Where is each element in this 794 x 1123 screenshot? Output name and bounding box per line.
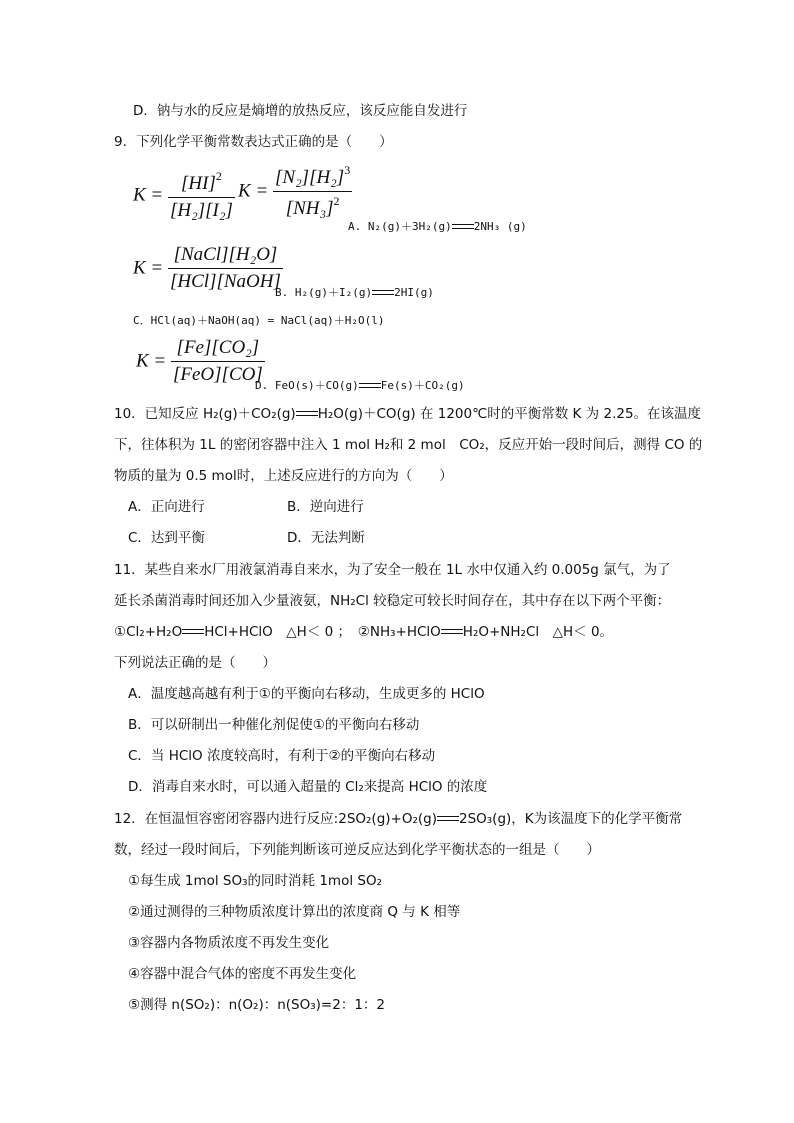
products: 2NH₃ (g)	[473, 220, 527, 233]
q11-line-2: 延长杀菌消毒时间还加入少量液氨，NH₂Cl 较稳定可较长时间存在，其中存在以下两个平衡：	[114, 593, 671, 609]
q11-equilibria	[114, 622, 613, 642]
q9-formula-d	[136, 337, 265, 386]
fraction	[171, 337, 265, 386]
denominator: [FeO][CO]	[173, 364, 263, 385]
q10-line-3: 物质的量为 0.5 mol时，上述反应进行的方向为（ ）	[114, 468, 453, 484]
q12-item-4: ④容器中混合气体的密度不再发生变化	[128, 966, 357, 982]
q9-formula-a1	[133, 169, 235, 222]
equilibrium-arrow-icon	[452, 223, 474, 231]
q10-option-b: B．逆向进行	[287, 499, 364, 515]
q11-option-c: C．当 HClO 浓度较高时，有利于②的平衡向右移动	[128, 748, 436, 764]
numerator-exponent: 3	[344, 163, 351, 177]
equilibrium-arrow-icon	[296, 410, 318, 418]
q12-item-3: ③容器内各物质浓度不再发生变化	[128, 935, 330, 951]
k-symbol: K =	[133, 184, 168, 206]
q10-line-2: 下，往体积为 1L 的密闭容器中注入 1 mol H₂和 2 mol CO₂，反应开始一段时间后，测得 CO 的	[114, 437, 703, 453]
k-symbol: K =	[238, 180, 273, 202]
equilibrium-arrow-icon	[441, 628, 463, 636]
q9-option-c: C．HCl(aq)＋NaOH(aq) = NaCl(aq)＋H₂O(l)	[133, 314, 385, 327]
q11-line-1: 11．某些自来水厂用液氯消毒自来水，为了安全一般在 1L 水中仅通入约 0.005g 氯气，为了	[114, 562, 671, 578]
q12-item-2: ②通过测得的三种物质浓度计算出的浓度商 Q 与 K 相等	[128, 904, 461, 920]
q9-stem: 9．下列化学平衡常数表达式正确的是（ ）	[114, 134, 393, 150]
products: Fe(s)＋CO₂(g)	[380, 379, 465, 392]
fraction	[273, 163, 352, 220]
numerator-exponent: 2	[215, 169, 222, 183]
numerator: [HI]	[181, 173, 216, 194]
q12-line-2: 数，经过一段时间后，下列能判断该可逆反应达到化学平衡状态的一组是（ ）	[114, 842, 600, 858]
fraction	[168, 244, 283, 293]
equilibrium-1-reactants: ①Cl₂+H₂O	[114, 624, 183, 640]
denominator-exponent: 2	[333, 194, 340, 208]
equilibrium-2-reactants: ②NH₃+HClO	[357, 624, 441, 640]
equilibrium-1-products: HCl+HClO △H＜ 0 ；	[204, 624, 345, 640]
q10-option-d: D．无法判断	[287, 530, 365, 546]
q10-line-1	[114, 404, 701, 424]
equilibrium-2-products: H₂O+NH₂Cl △H＜ 0。	[462, 624, 614, 640]
fraction	[168, 169, 235, 222]
reactants: 10．已知反应 H₂(g)＋CO₂(g)	[114, 406, 296, 422]
q12-line-1	[114, 809, 682, 829]
q9-option-b	[275, 283, 434, 303]
k-symbol: K =	[133, 257, 168, 279]
numerator: [Fe][CO₂]	[171, 337, 265, 362]
denominator: [NH₃]	[285, 198, 334, 219]
numerator: [NaCl][H₂O]	[168, 244, 283, 269]
products-and-condition: H₂O(g)＋CO(g) 在 1200℃时的平衡常数 K 为 2.25。在该温度	[317, 406, 702, 422]
reactants: D. FeO(s)＋CO(g)	[255, 379, 359, 392]
equilibrium-arrow-icon	[437, 815, 459, 823]
q9-option-a	[348, 217, 527, 237]
equilibrium-arrow-icon	[372, 289, 394, 297]
q9-formula-a2	[238, 163, 352, 220]
products: 2HI(g)	[394, 286, 434, 299]
denominator: [HCl][NaOH]	[170, 271, 281, 292]
equilibrium-arrow-icon	[359, 382, 381, 390]
numerator: [N₂][H₂]	[275, 167, 345, 188]
q12-item-1: ①每生成 1mol SO₃的同时消耗 1mol SO₂	[128, 873, 382, 889]
reactants: A. N₂(g)＋3H₂(g)	[348, 220, 452, 233]
denominator: [H₂][I₂]	[170, 200, 233, 221]
q11-option-d: D．消毒自来水时，可以通入超量的 Cl₂来提高 HClO 的浓度	[128, 779, 488, 795]
k-symbol: K =	[136, 350, 171, 372]
products: 2SO₃(g)，K为该温度下的化学平衡常	[458, 811, 683, 827]
reactants: B. H₂(g)＋I₂(g)	[275, 286, 373, 299]
q10-option-a: A．正向进行	[128, 499, 205, 515]
q9-formula-b	[133, 244, 283, 293]
q9-option-d	[255, 376, 465, 396]
q12-item-5: ⑤测得 n(SO₂)：n(O₂)：n(SO₃)=2：1：2	[128, 997, 385, 1013]
q11-option-a: A．温度越高越有利于①的平衡向右移动，生成更多的 HClO	[128, 686, 485, 702]
q11-option-b: B．可以研制出一种催化剂促使①的平衡向右移动	[128, 717, 420, 733]
q8-option-d: D．钠与水的反应是熵增的放热反应，该反应能自发进行	[133, 103, 468, 119]
reactants: 12．在恒温恒容密闭容器内进行反应:2SO₂(g)+O₂(g)	[114, 811, 437, 827]
q10-option-c: C．达到平衡	[128, 530, 205, 546]
q11-question: 下列说法正确的是（ ）	[114, 655, 276, 671]
equilibrium-arrow-icon	[182, 628, 204, 636]
